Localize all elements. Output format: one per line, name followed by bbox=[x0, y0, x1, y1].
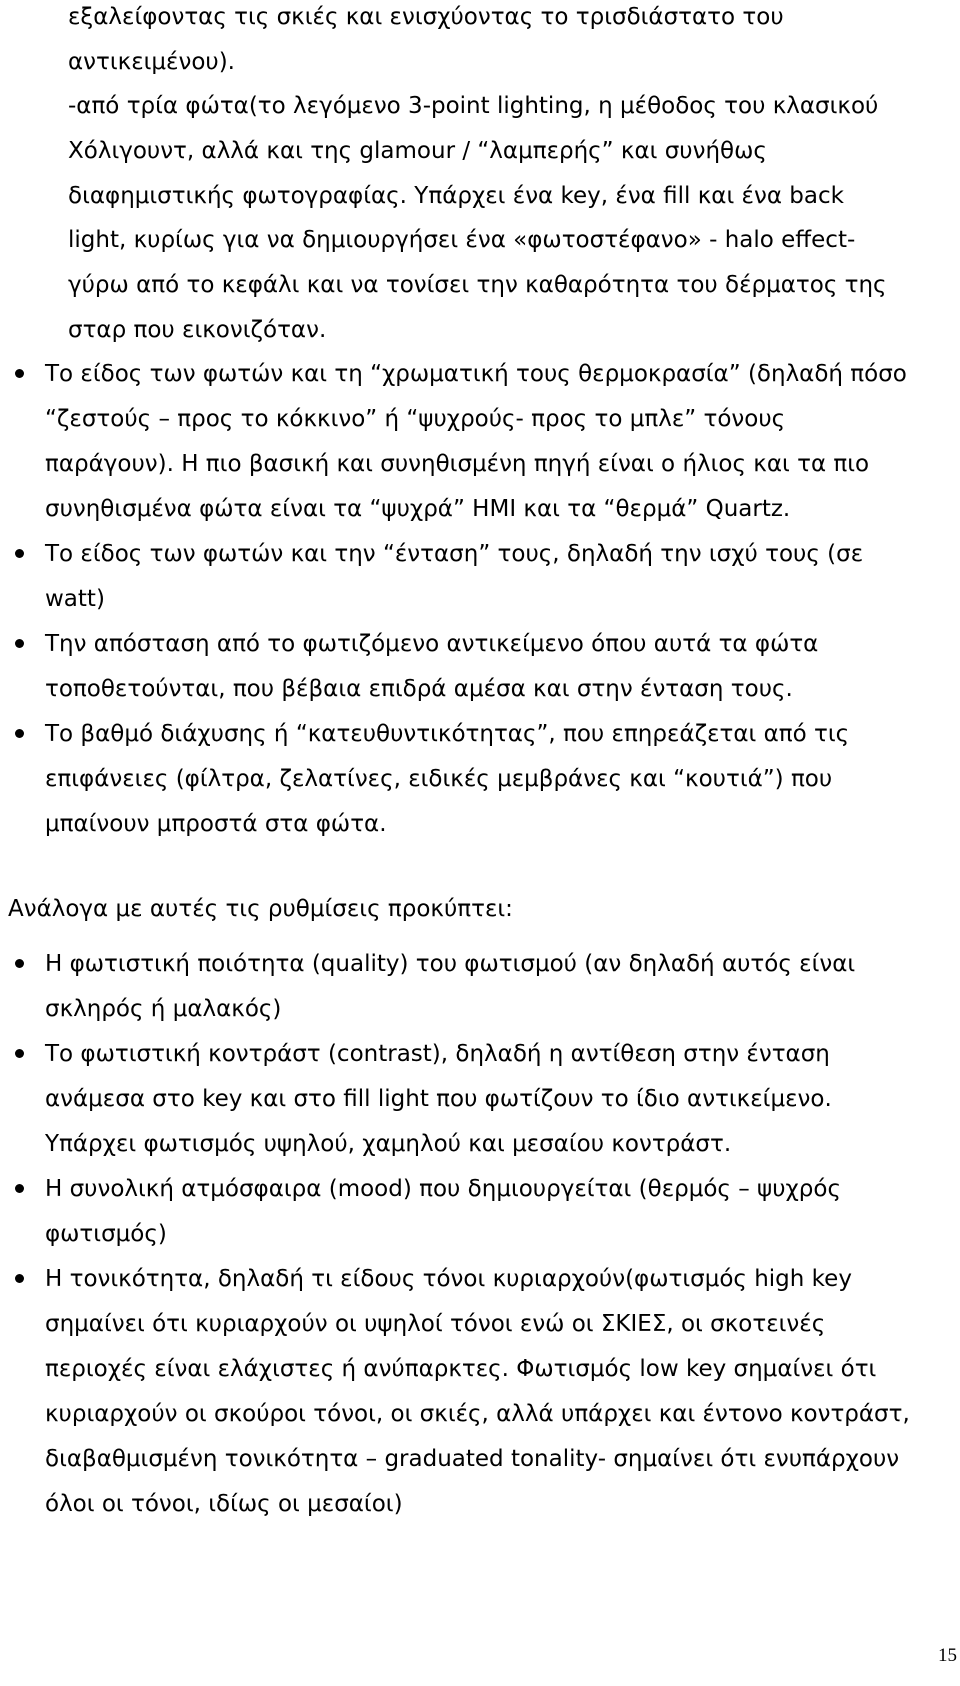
bullet-icon bbox=[15, 1184, 24, 1193]
text-line: Χόλιγουντ, αλλά και της glamour / “λαμπερής” και συνήθως bbox=[68, 138, 767, 164]
list-item-line: σημαίνει ότι κυριαρχούν οι υψηλοί τόνοι ενώ οι ΣΚΙΕΣ, οι σκοτεινές bbox=[45, 1311, 826, 1337]
list-item-line: Το είδος των φωτών και την “ένταση” τους, δηλαδή την ισχύ τους (σε bbox=[45, 541, 864, 567]
list-item-line: επιφάνειες (φίλτρα, ζελατίνες, ειδικές μεμβράνες και “κουτιά”) που bbox=[45, 766, 833, 792]
bullet-icon bbox=[15, 369, 24, 378]
bullet-icon bbox=[15, 549, 24, 558]
list-item-line: όλοι οι τόνοι, ιδίως οι μεσαίοι) bbox=[45, 1491, 403, 1517]
page-number: 15 bbox=[938, 1645, 957, 1666]
text-line: -από τρία φώτα(το λεγόμενο 3-point lighting, η μέθοδος του κλασικού bbox=[68, 93, 879, 119]
text-line: light, κυρίως για να δημιουργήσει ένα «φωτοστέφανο» - halo effect- bbox=[68, 227, 856, 253]
bullet-icon bbox=[15, 1274, 24, 1283]
bullet-icon bbox=[15, 1049, 24, 1058]
list-item-line: Η τονικότητα, δηλαδή τι είδους τόνοι κυριαρχούν(φωτισμός high key bbox=[45, 1266, 852, 1292]
list-item-line: συνηθισμένα φώτα είναι τα “ψυχρά” HMI και τα “θερμά” Quartz. bbox=[45, 496, 791, 522]
text-line: αντικειμένου). bbox=[68, 49, 235, 75]
list-item-line: ανάμεσα στο key και στο fill light που φωτίζουν το ίδιο αντικείμενο. bbox=[45, 1086, 832, 1112]
list-item-line: τοποθετούνται, που βέβαια επιδρά αμέσα και στην ένταση τους. bbox=[45, 676, 793, 702]
list-item-line: κυριαρχούν οι σκούροι τόνοι, οι σκιές, αλλά υπάρχει και έντονο κοντράστ, bbox=[45, 1401, 910, 1427]
list-item-line: watt) bbox=[45, 586, 105, 612]
text-line: σταρ που εικονιζόταν. bbox=[68, 317, 327, 343]
list-item-line: Το είδος των φωτών και τη “χρωματική τους θερμοκρασία” (δηλαδή πόσο bbox=[45, 361, 907, 387]
list-item-line: Το φωτιστική κοντράστ (contrast), δηλαδή η αντίθεση στην ένταση bbox=[45, 1041, 830, 1067]
list-item-line: Η φωτιστική ποιότητα (quality) του φωτισμού (αν δηλαδή αυτός είναι bbox=[45, 951, 856, 977]
list-item-line: μπαίνουν μπροστά στα φώτα. bbox=[45, 811, 387, 837]
list-item-line: Την απόσταση από το φωτιζόμενο αντικείμενο όπου αυτά τα φώτα bbox=[45, 631, 819, 657]
list-item-line: διαβαθμισμένη τονικότητα – graduated tonality- σημαίνει ότι ενυπάρχουν bbox=[45, 1446, 900, 1472]
text-line: γύρω από το κεφάλι και να τονίσει την καθαρότητα του δέρματος της bbox=[68, 272, 887, 298]
list-item-line: Το βαθμό διάχυσης ή “κατευθυντικότητας”, που επηρεάζεται από τις bbox=[45, 721, 850, 747]
list-item-line: σκληρός ή μαλακός) bbox=[45, 996, 282, 1022]
list-item-line: “ζεστούς – προς το κόκκινο” ή “ψυχρούς- προς το μπλε” τόνους bbox=[45, 406, 786, 432]
list-item-line: παράγουν). Η πιο βασική και συνηθισμένη πηγή είναι ο ήλιος και τα πιο bbox=[45, 451, 870, 477]
text-line: εξαλείφοντας τις σκιές και ενισχύοντας το τρισδιάστατο του bbox=[68, 4, 784, 30]
bullet-icon bbox=[15, 959, 24, 968]
bullet-icon bbox=[15, 639, 24, 648]
list-item-line: Υπάρχει φωτισμός υψηλού, χαμηλού και μεσαίου κοντράστ. bbox=[45, 1131, 732, 1157]
bullet-icon bbox=[15, 729, 24, 738]
text-line: διαφημιστικής φωτογραφίας. Υπάρχει ένα key, ένα fill και ένα back bbox=[68, 183, 844, 209]
list-item-line: Η συνολική ατμόσφαιρα (mood) που δημιουργείται (θερμός – ψυχρός bbox=[45, 1176, 841, 1202]
list-item-line: φωτισμός) bbox=[45, 1221, 167, 1247]
section-heading: Ανάλογα με αυτές τις ρυθμίσεις προκύπτει: bbox=[8, 896, 513, 922]
list-item-line: περιοχές είναι ελάχιστες ή ανύπαρκτες. Φωτισμός low key σημαίνει ότι bbox=[45, 1356, 877, 1382]
